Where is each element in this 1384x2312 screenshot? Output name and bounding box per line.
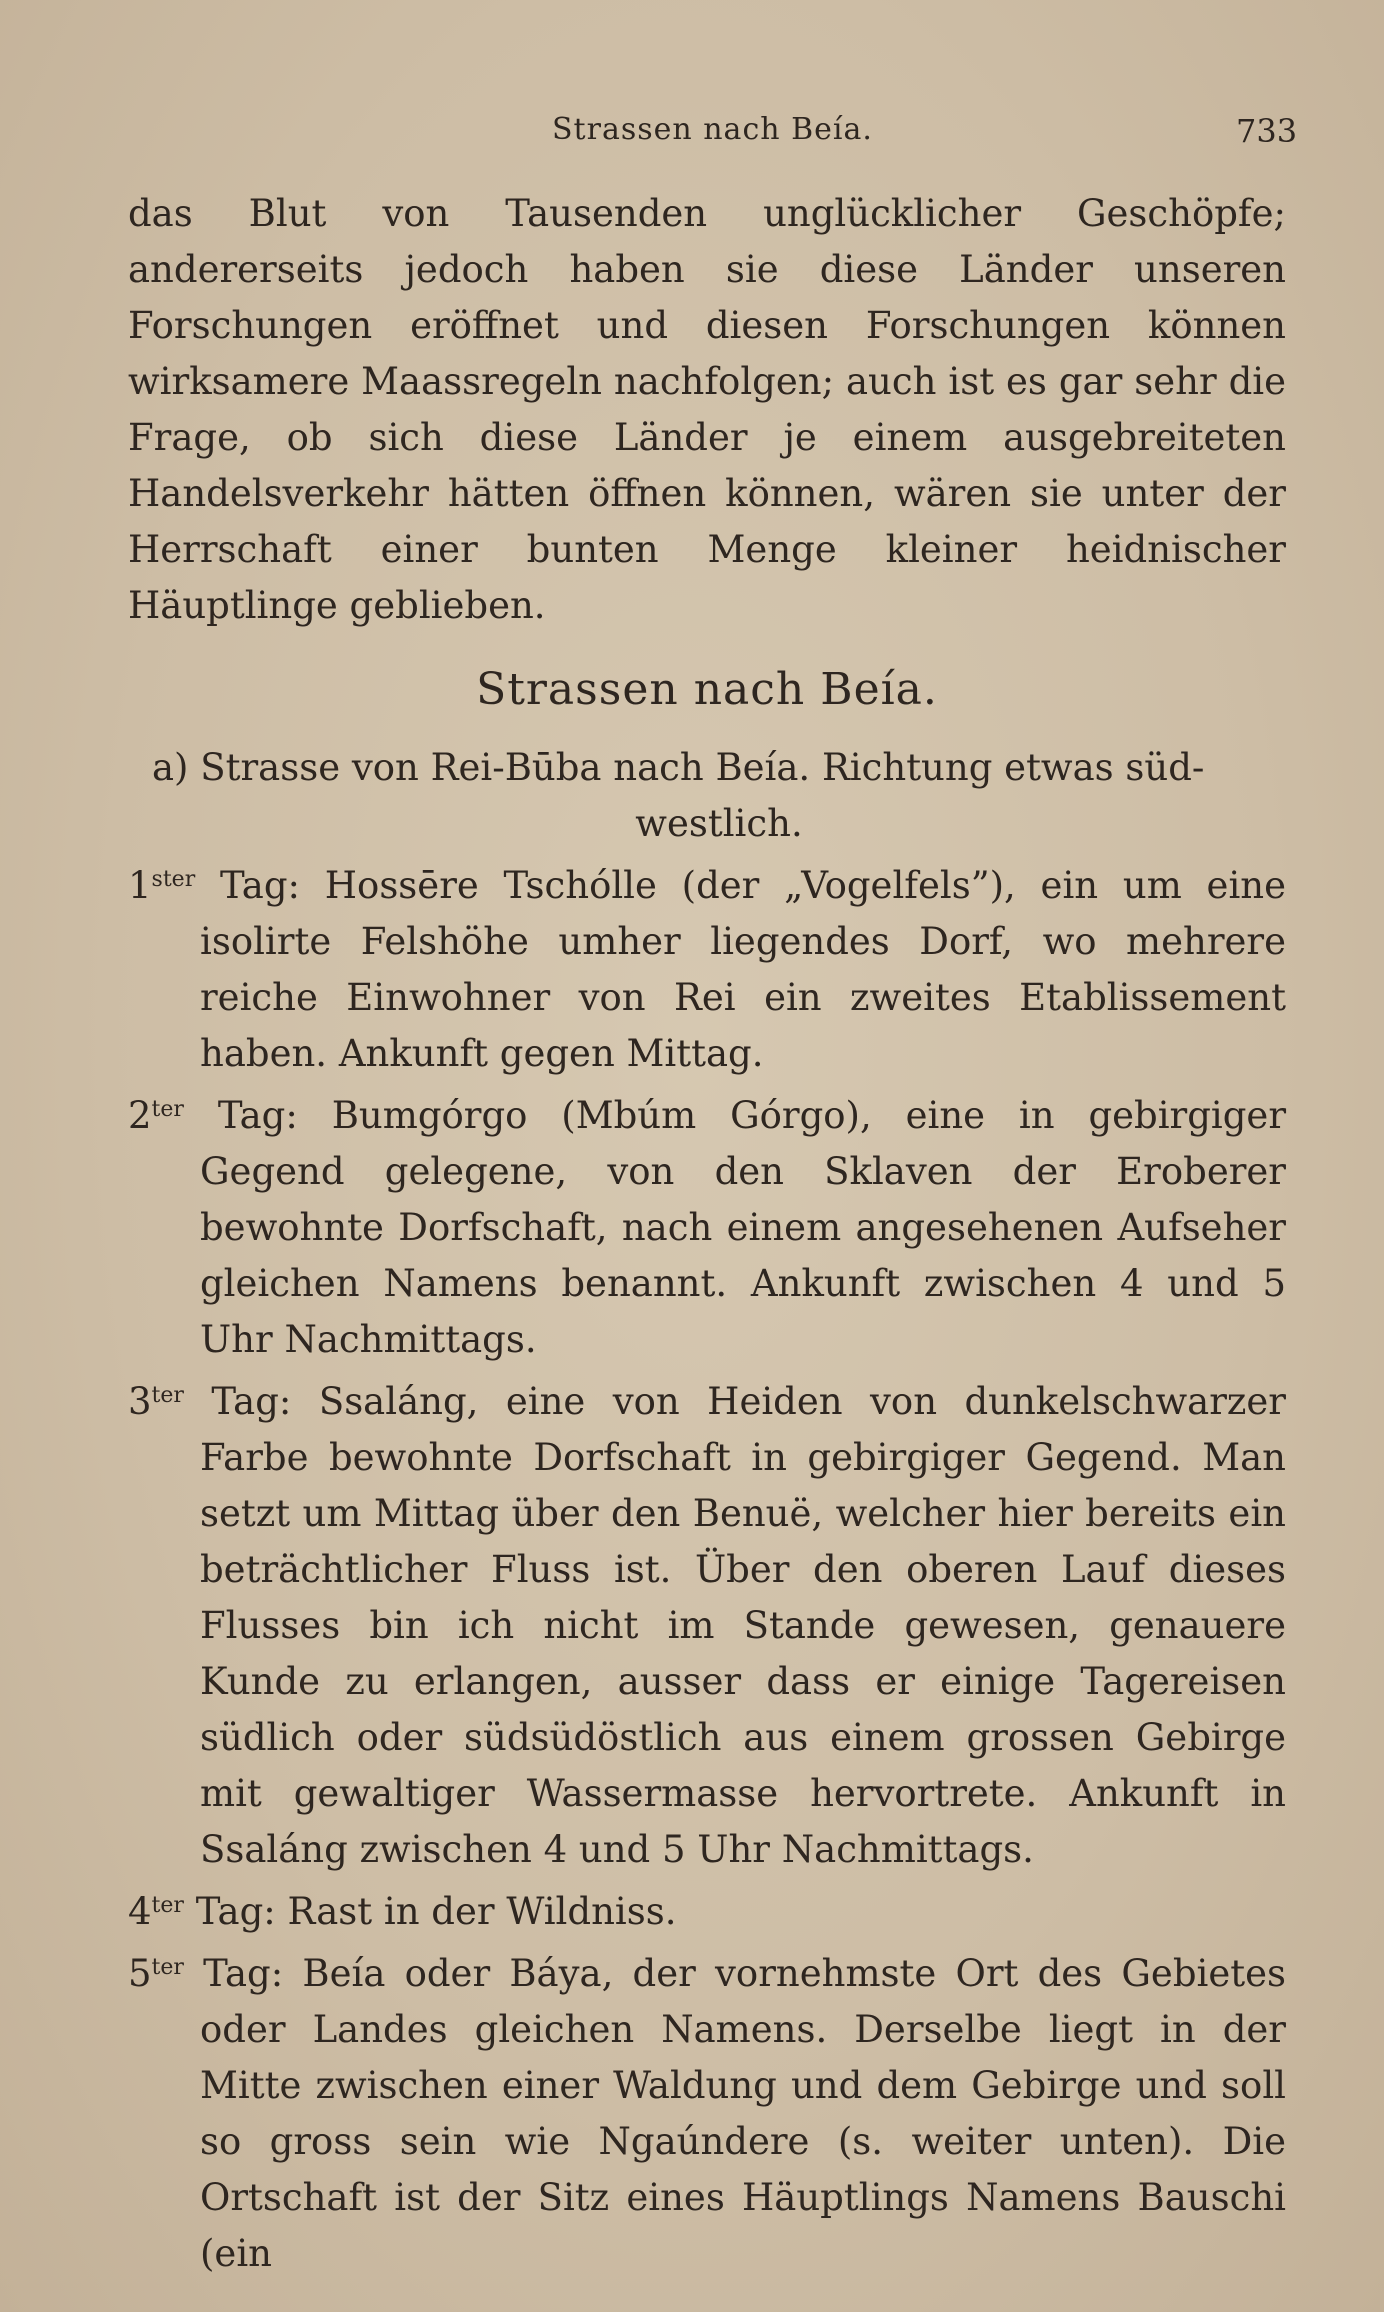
- day-label: Tag:: [211, 1380, 292, 1423]
- day-number: $5^{ter}$: [128, 1952, 184, 1995]
- day-text: Rast in der Wildniss.: [287, 1890, 677, 1933]
- page-number: 733: [1236, 112, 1298, 150]
- day-number: $1^{ster}$: [128, 864, 196, 907]
- day-number: $2^{ter}$: [128, 1094, 184, 1137]
- route-label: a): [152, 746, 189, 789]
- day-entry: [128, 852, 1286, 1082]
- route-title: Strasse von Rei-Būba nach Beía. Richtung etwas süd-: [200, 746, 1205, 789]
- intro-paragraph: das Blut von Tausenden unglücklicher Geschöpfe; andererseits jedoch haben sie diese Länder unseren Forschungen eröffnet und diesen Forschungen können wirksamere Maassregeln nachfolgen; auch ist es gar sehr die Frage, ob sich diese Länder je einem ausgebreiteten Handelsverkehr hätten öffnen können, wären sie unter der Herrschaft einer bunten Menge kleiner heidnischer Häuptlinge geblieben.: [128, 192, 1286, 627]
- day-number: $3^{ter}$: [128, 1380, 184, 1423]
- day-text: Bumgórgo (Mbúm Górgo), eine in gebirgiger Gegend gelegene, von den Sklaven der Eroberer bewohnte Dorfschaft, nach einem angesehenen Aufseher gleichen Namens benannt. Ankunft zwischen 4 und 5 Uhr Nachmittags.: [200, 1094, 1287, 1361]
- day-text: Hossēre Tschólle (der „Vogelfels”), ein um eine isolirte Felshöhe umher liegendes Dorf, wo mehrere reiche Einwohner von Rei ein zweites Etablissement haben. Ankunft gegen Mittag.: [200, 864, 1287, 1075]
- day-label: Tag:: [219, 864, 301, 907]
- day-entry: [128, 1082, 1286, 1368]
- day-number: $4^{ter}$: [128, 1890, 184, 1933]
- route-title-continuation: westlich.: [635, 802, 803, 845]
- day-entry: [128, 1878, 1286, 1940]
- day-label: Tag:: [217, 1094, 298, 1137]
- day-text: Beía oder Báya, der vornehmste Ort des Gebietes oder Landes gleichen Namens. Derselbe liegt in der Mitte zwischen einer Waldung und dem Gebirge und soll so gross sein wie Ngaúndere (s. weiter unten). Die Ortschaft ist der Sitz eines Häuptlings Namens Bauschi (ein: [200, 1952, 1286, 2275]
- route-heading: [128, 740, 1286, 852]
- day-entry: [128, 1368, 1286, 1878]
- day-text: Ssaláng, eine von Heiden von dunkelschwarzer Farbe bewohnte Dorfschaft in gebirgiger Gegend. Man setzt um Mittag über den Benuë, welcher hier bereits ein beträchtlicher Fluss ist. Über den oberen Lauf dieses Flusses bin ich nicht im Stande gewesen, genauere Kunde zu erlangen, ausser dass er einige Tagereisen südlich oder südsüdöstlich aus einem grossen Gebirge mit gewaltiger Wassermasse hervortrete. Ankunft in Ssaláng zwischen 4 und 5 Uhr Nachmittags.: [200, 1380, 1286, 1871]
- day-entry: [128, 1940, 1286, 2282]
- section-title: Strassen nach Beía.: [476, 664, 938, 715]
- day-label: Tag:: [203, 1952, 284, 1995]
- page-header: [0, 112, 1384, 152]
- running-head: Strassen nach Beía.: [552, 112, 873, 147]
- body-text: [128, 186, 1286, 2282]
- day-label: Tag:: [195, 1890, 276, 1933]
